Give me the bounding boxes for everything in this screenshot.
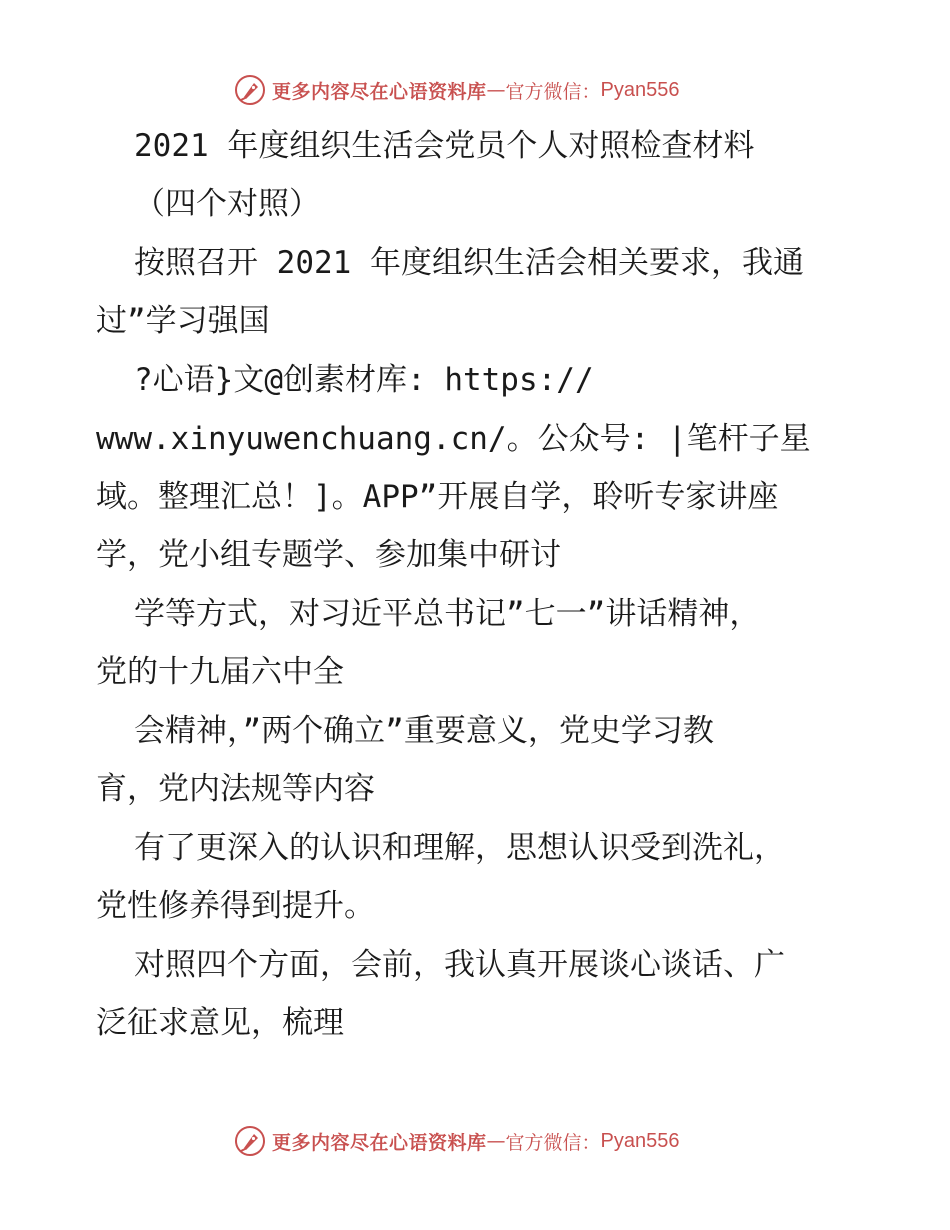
body-line: 育，党内法规等内容 [96, 771, 375, 807]
body-line: 学等方式，对习近平总书记”七一”讲话精神， [134, 596, 761, 632]
body-line: 学，党小组专题学、参加集中研讨 [96, 537, 561, 573]
fountain-pen-nib-icon [234, 74, 266, 106]
body-line: ?心语}文@创素材库: https:// [134, 362, 594, 398]
footer-wechat-label: 官方微信： [505, 1131, 601, 1154]
header-wechat-label: 官方微信： [505, 80, 601, 103]
body-line: 对照四个方面，会前，我认真开展谈心谈话、广 [134, 947, 785, 983]
body-line: 会精神，”两个确立”重要意义，党史学习教 [134, 713, 714, 749]
document-subtitle: （四个对照） [134, 186, 320, 222]
header-promo-text: 更多内容尽在心语资料库 [272, 80, 487, 103]
body-line: 党的十九届六中全 [96, 654, 344, 690]
header-wechat-id: Pyan556 [600, 78, 680, 101]
document-title: 2021 年度组织生活会党员个人对照检查材料 [134, 128, 755, 164]
body-line: 泛征求意见，梳理 [96, 1005, 344, 1041]
body-line: 域。整理汇总！]。APP”开展自学，聆听专家讲座 [96, 479, 779, 515]
body-line: 党性修养得到提升。 [96, 888, 375, 924]
footer-banner [234, 1123, 680, 1159]
header-banner [234, 72, 680, 108]
body-line: 按照召开 2021 年度组织生活会相关要求，我通 [134, 245, 804, 281]
body-line: 有了更深入的认识和理解，思想认识受到洗礼， [134, 830, 785, 866]
body-line: 过”学习强国 [96, 303, 270, 339]
body-line: www.xinyuwenchuang.cn/。公众号: |笔杆子星 [96, 421, 811, 457]
footer-separator: — [486, 1130, 506, 1152]
header-separator: — [486, 79, 506, 101]
footer-wechat-id: Pyan556 [600, 1129, 680, 1152]
footer-promo-text: 更多内容尽在心语资料库 [272, 1131, 487, 1154]
fountain-pen-nib-icon [234, 1125, 266, 1157]
